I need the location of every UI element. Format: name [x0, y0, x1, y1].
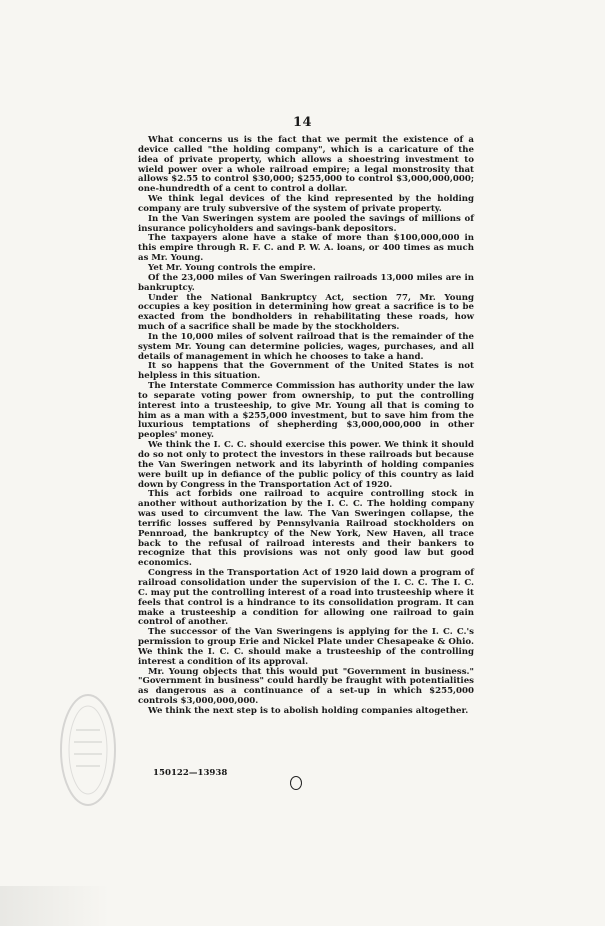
body-text [138, 136, 474, 717]
paragraph-10: The Interstate Commerce Commission has authority under the law to separate voting power from ownership, to put the controlling interest into a trusteeship, to give Mr. Young all that is coming to him as a man with a $255,000 investment, but to save him from the luxurious temptations of shepherding $3,000,000,000 in other peoples' money. [138, 381, 474, 441]
paragraph-9: It so happens that the Government of the United States is not helpless in this situation. [138, 361, 474, 382]
paragraph-7: Under the National Bankruptcy Act, section 77, Mr. Young occupies a key position in determining how great a sacrifice is to be exacted from the bondholders in rehabilitating these roads, how much of a sacrifice shall be made by the stockholders. [138, 292, 474, 333]
paragraph-12: This act forbids one railroad to acquire controlling stock in another without authorization by the I. C. C. The holding company was used to circumvent the law. The Van Sweringen collapse, the terrific losses suffered by Pennsylvania Railroad stockholders on Pennroad, the bankruptcy of the New York, New Haven, all trace back to the refusal of railroad interests and their bankers to recognize that this provisions was not only good law but good economics. [138, 489, 474, 569]
faded-stamp-icon [58, 690, 118, 810]
paragraph-2: We think legal devices of the kind represented by the holding company are truly subversive of the system of private property. [138, 194, 474, 214]
paragraph-11: We think the I. C. C. should exercise this power. We think it should do so not only to protect the investors in these railroads but because the Van Sweringen network and its labyrinth of holding companies were built up in defiance of the public policy of this country as laid down by Congress in the Transportation Act of 1920. [138, 440, 474, 490]
paragraph-3: In the Van Sweringen system are pooled the savings of millions of insurance policyholders and savings-bank depositors. [138, 213, 474, 234]
paragraph-4: The taxpayers alone have a stake of more than $100,000,000 in this empire through R. F. C. and P. W. A. loans, or 400 times as much as Mr. Young. [138, 233, 474, 264]
print-job-number: 150122—13938 [153, 768, 228, 778]
paragraph-14: The successor of the Van Sweringens is applying for the I. C. C.'s permission to group Erie and Nickel Plate under Chesapeake & Ohio. We think the I. C. C. should make a trusteeship of the controlling interest a condition of its approval. [138, 627, 474, 667]
paragraph-1: What concerns us is the fact that we permit the existence of a device called "the holding company", which is a caricature of the idea of private property, which allows a shoestring investment to wield power over a whole railroad empire; a legal monstrosity that allows $2.55 to control $30,000; $255,000 to control $3,000,000,000; one-hundredth of a cent to control a dollar. [138, 135, 474, 195]
end-mark-icon [290, 776, 302, 790]
page-number: 14 [292, 115, 313, 130]
paragraph-15: Mr. Young objects that this would put "Government in business." "Government in business" could hardly be fraught with potentialities as dangerous as a continuance of a set-up in which $255,000 controls $3,000,000,000. [138, 666, 474, 707]
page-edge-shadow [0, 886, 110, 926]
paragraph-16: We think the next step is to abolish holding companies altogether. [148, 705, 469, 716]
paragraph-8: In the 10,000 miles of solvent railroad that is the remainder of the system Mr. Young can determine policies, wages, purchases, and all details of management in which he chooses to take a hand. [138, 331, 474, 362]
paragraph-13: Congress in the Transportation Act of 1920 laid down a program of railroad consolidation under the supervision of the I. C. C. The I. C. C. may put the controlling interest of a road into trusteeship where it feels that control is a hindrance to its consolidation program. It can make a trusteeship a condition for allowing one railroad to gain control of another. [138, 568, 474, 628]
paragraph-5: Yet Mr. Young controls the empire. [148, 262, 316, 273]
paragraph-6: Of the 23,000 miles of Van Sweringen railroads 13,000 miles are in bankruptcy. [138, 272, 474, 293]
